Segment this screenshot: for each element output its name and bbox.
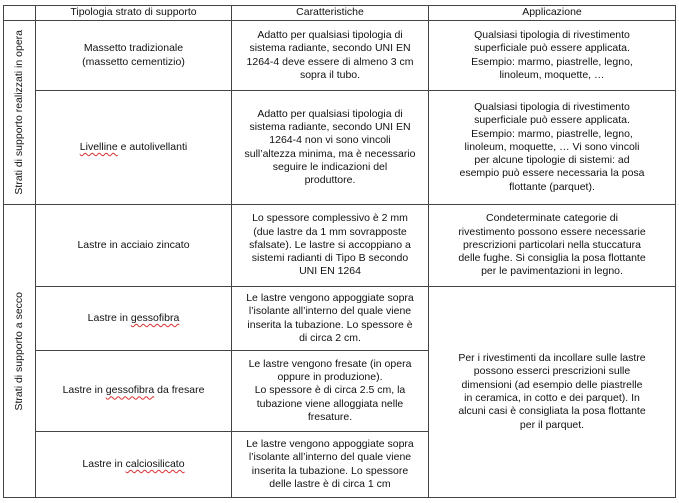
table-row [4,205,676,287]
text-line: (due lastre da 1 mm sovrapposte [253,225,407,238]
text-line: sistemi radianti di Tipo B secondo [251,252,409,265]
text-line: Le lastre vengono fresate (in opera [248,357,412,370]
type-squiggly: gessofibra [105,384,155,397]
characteristics-cell [232,351,429,432]
type-squiggly: gessofibra [130,311,180,324]
type-line: Massetto tradizionale [83,42,184,55]
text-line: inserita la tubazione. Lo spessore [251,464,409,477]
text-line: linoleum, moquette, … Vi sono vincoli [464,140,640,153]
group-label-text: Strati di supporto a secco [12,291,25,411]
text-line: produttore. [304,174,356,187]
characteristics-cell [232,432,429,498]
text-line: delle fughe. Si consiglia la posa flottante [458,252,646,265]
type-cell [36,432,232,498]
type-cell [36,287,232,351]
support-layers-table [3,5,676,498]
text-line: tubazione viene alloggiata nelle [256,397,404,410]
application-cell [429,205,676,287]
header-characteristics: Caratteristiche [232,6,429,21]
text-line: sull’altezza minima, ma è necessario [244,147,416,160]
type-cell [36,205,232,287]
type-squiggly: calciosilicato [125,457,185,470]
type-rest: e autolivellanti [117,140,188,153]
type-cell [36,21,232,91]
text-line: flottante (parquet). [509,180,595,193]
text-line: fresature. [307,410,353,423]
text-line: in ceramica, in cotto e dei parquet). In [464,392,640,404]
text-line: Lo spessore complessivo è 2 mm [252,212,408,225]
text-line: esempio può essere necessaria la posa [459,167,645,180]
type-squiggly: Livelline [79,140,118,153]
text-line: rivestimento possono essere necessarie [458,225,646,238]
header-row [4,6,676,21]
text-line: alcuni casi è consigliata la posa flottante [458,405,646,418]
text-line: Qualsiasi tipologia di rivestimento [474,28,630,41]
text-line: Le lastre vengono appoggiate sopra [246,291,414,304]
characteristics-cell [232,21,429,91]
type-line: Lastre in acciaio zincato [77,238,190,251]
text-line: 1264-4 deve essere di almeno 3 cm [246,55,414,68]
group-label-text: Strati di supporto realizzati in opera [12,30,25,195]
text-line: sistema radiante, secondo UNI EN [249,42,411,55]
text-line: prescrizioni particolari nella stuccatura [463,238,641,251]
text-line: Esempio: marmo, piastrelle, legno, [471,127,633,140]
table-row [4,287,676,351]
header-application: Applicazione [429,6,676,21]
text-line: di circa 2 cm. [299,331,361,344]
text-line: Adatto per qualsiasi tipologia di [257,28,403,41]
text-line: sistema radiante, secondo UNI EN [249,120,411,133]
header-type: Tipologia strato di supporto [36,6,232,21]
text-line: Lo spessore è di circa 2.5 cm, la [254,384,406,397]
type-prefix: Lastre in [82,457,126,470]
characteristics-cell [232,205,429,287]
text-line: per alcune tipologie di sistemi: ad [474,154,630,167]
text-line: sopra il tubo. [299,68,361,81]
type-cell [36,351,232,432]
type-prefix: Lastre in [87,311,131,324]
text-line: superficiale può essere applicata. [474,42,630,55]
text-line: Le lastre vengono appoggiate sopra [246,437,414,450]
text-line: Adatto per qualsiasi tipologia di [257,107,403,120]
text-line: seguire le indicazioni del [272,160,388,173]
table-row [4,91,676,205]
text-line: Per i rivestimenti da incollare sulle lastre [458,352,646,365]
characteristics-cell [232,287,429,351]
text-line: delle lastre è di circa 1 cm [269,477,391,490]
group-label-a-secco [4,205,36,498]
text-line: l’isolante all’interno del quale viene [248,305,412,318]
type-line: (massetto cementizio) [82,55,185,68]
table-row [4,21,676,91]
text-line: linoleum, moquette, … [499,68,605,81]
text-line: possono esserci prescrizioni sulle [473,365,631,378]
text-line: UNI EN 1264 [299,265,361,278]
application-cell [429,91,676,205]
header-blank [4,6,36,21]
application-cell-merged [429,287,676,498]
characteristics-cell [232,91,429,205]
text-line: per le pavimentazioni in legno. [481,265,623,278]
text-line: Esempio: marmo, piastrelle, legno, [471,55,633,68]
type-prefix: Lastre in [62,384,106,397]
text-line: superficiale può essere applicata. [474,114,630,127]
text-line: Qualsiasi tipologia di rivestimento [474,100,630,113]
group-label-in-opera [4,21,36,205]
type-suffix: da fresare [154,384,205,397]
text-line: per il parquet. [519,418,585,431]
type-cell [36,91,232,205]
text-line: inserita la tubazione. Lo spessore è [247,318,413,331]
text-line: Condeterminate categorie di [486,212,618,225]
text-line: sfalsate). Le lastre si accoppiano a [249,238,411,251]
text-line: 1264-4 non vi sono vincoli [269,134,391,147]
text-line: oppure in produzione). [277,371,383,384]
application-cell [429,21,676,91]
text-line: dimensioni (ad esempio delle piastrelle [461,378,643,391]
text-line: l’isolante all’interno del quale viene [248,451,412,464]
